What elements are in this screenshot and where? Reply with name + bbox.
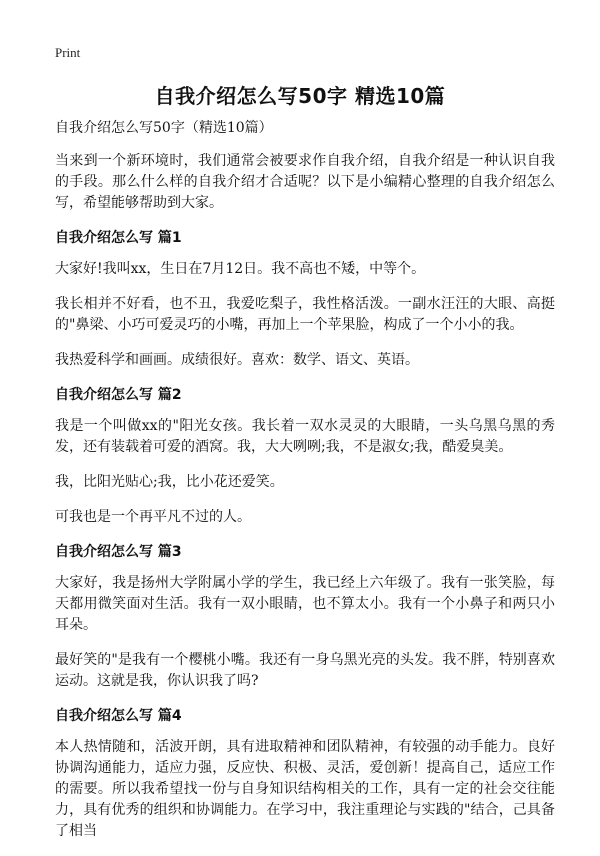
- section-3-paragraph: 最好笑的"是我有一个樱桃小嘴。我还有一身乌黑光亮的头发。我不胖，特别喜欢运动。这就是我，你认识我了吗?: [55, 652, 555, 689]
- section-1-paragraph: 大家好!我叫xx，生日在7月12日。我不高也不矮，中等个。: [55, 261, 426, 277]
- section-4-paragraph: 本人热情随和，活波开朗，具有进取精神和团队精神，有较强的动手能力。良好协调沟通能力，适应力强，反应快、积极、灵活，爱创新！提高自己，适应工作的需要。所以我希望找一份与自身知识结构相关的工作，具有一定的社会交往能力，具有优秀的组织和协调能力。在学习中，我注重理论与实践的"结合，己具备了相当: [55, 739, 555, 839]
- section-heading-2: 自我介绍怎么写 篇2: [55, 387, 182, 403]
- print-label: Print: [55, 45, 81, 60]
- intro-paragraph: 当来到一个新环境时，我们通常会被要求作自我介绍，自我介绍是一种认识自我的手段。那么什么样的自我介绍才合适呢？以下是小编精心整理的自我介绍怎么写，希望能够帮助到大家。: [55, 153, 555, 211]
- section-heading-4: 自我介绍怎么写 篇4: [55, 708, 182, 724]
- document-subtitle: 自我介绍怎么写50字（精选10篇）: [55, 120, 273, 136]
- document-body: [55, 118, 555, 856]
- section-1-paragraph: 我长相并不好看，也不丑，我爱吃梨子，我性格活泼。一副水汪汪的大眼、高挺的"鼻梁、小巧可爱灵巧的小嘴，再加上一个苹果脸，构成了一个小小的我。: [55, 296, 555, 333]
- section-2-paragraph: 我是一个叫做xx的"阳光女孩。我长着一双水灵灵的大眼睛，一头乌黑乌黑的秀发，还有装载着可爱的酒窝。我，大大咧咧;我，不是淑女;我，酷爱臭美。: [55, 418, 555, 455]
- section-heading-3: 自我介绍怎么写 篇3: [55, 544, 182, 560]
- section-3-paragraph: 大家好，我是扬州大学附属小学的学生，我已经上六年级了。我有一张笑脸，每天都用微笑面对生活。我有一双小眼睛，也不算太小。我有一个小鼻子和两只小耳朵。: [55, 575, 555, 633]
- section-heading-1: 自我介绍怎么写 篇1: [55, 230, 182, 246]
- page-title: 自我介绍怎么写50字 精选10篇: [154, 84, 446, 108]
- section-2-paragraph: 可我也是一个再平凡不过的人。: [55, 509, 251, 525]
- section-1-paragraph: 我热爱科学和画画。成绩很好。喜欢：数学、语文、英语。: [55, 352, 419, 368]
- section-2-paragraph: 我，比阳光贴心;我，比小花还爱笑。: [55, 474, 284, 490]
